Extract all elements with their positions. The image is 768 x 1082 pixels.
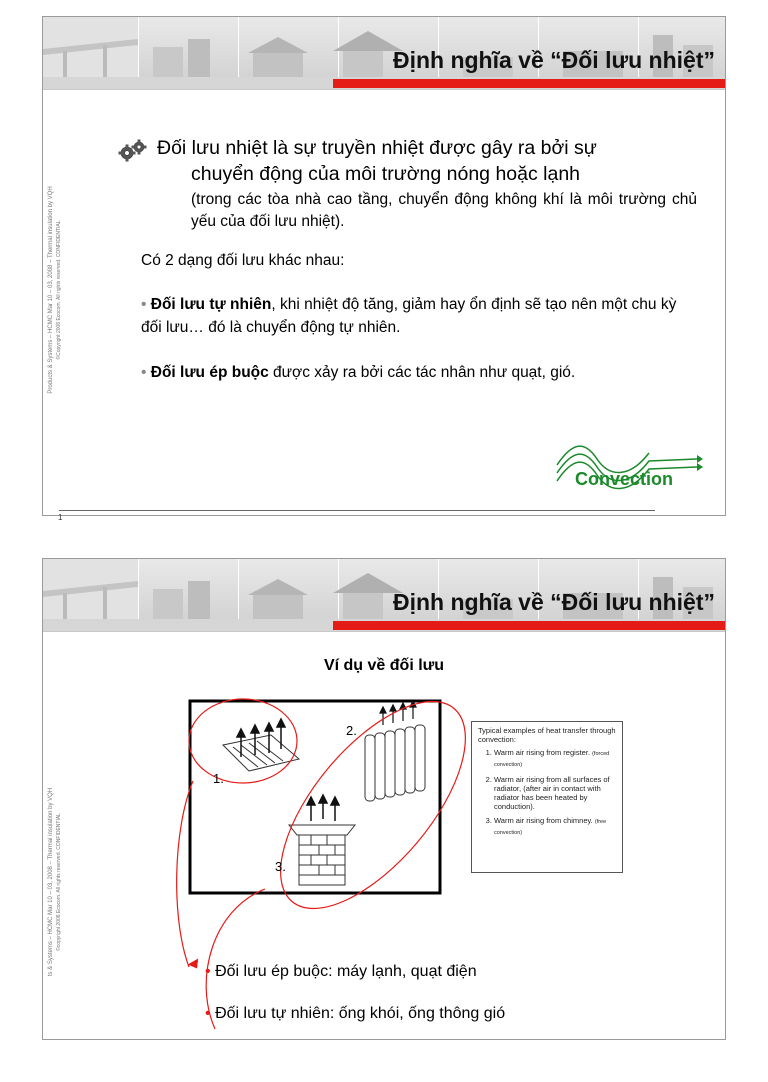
bullet-natural-examples-text: Đối lưu tự nhiên: ống khói, ống thông gió xyxy=(215,1005,506,1022)
bullet-natural-convection xyxy=(141,293,697,339)
radiator-arrows xyxy=(380,701,416,725)
bullet-forced-text: được xảy ra bởi các tác nhân như quạt, gió. xyxy=(268,364,576,381)
side-footer-text: Products & Systems – HCMC Mar 10 – 03, 2008 – Thermal insulation by VQH xyxy=(48,186,54,394)
banner-accent-bar xyxy=(333,79,725,88)
definition-line-2: chuyển động của môi trường nóng hoặc lạnh xyxy=(191,163,581,185)
legend-item-main: Warm air rising from register. xyxy=(494,748,590,757)
example-title: Ví dụ về đối lưu xyxy=(323,657,445,674)
legend-item-note: (forced convection) xyxy=(494,751,610,768)
footer-divider xyxy=(59,510,655,511)
chimney-illustration xyxy=(289,825,355,885)
definition-note: (trong các tòa nhà cao tầng, chuyển động không khí là môi trường chủ yếu của đối lưu nhiệt). xyxy=(191,191,697,230)
legend-item xyxy=(494,748,618,770)
bullet-dot: • xyxy=(205,963,211,980)
legend-item-note: (after air in contact with radiator has been heated by conduction). xyxy=(494,784,601,811)
side-footer-copyright: ©copyright 2008 Ecocom. All rights reserved. CONFIDENTIAL xyxy=(56,813,62,951)
diagram-label-2: 2. xyxy=(346,723,357,738)
side-footer-copyright: ©Copyright 2008 Ecocom. All rights reserved. CONFIDENTIAL xyxy=(56,220,62,360)
bullet-natural-examples xyxy=(205,1005,505,1023)
bullet-natural-text: , khi nhiệt độ tăng, giảm hay ổn định sẽ tạo nên một chu kỳ đối lưu… đó là chuyển động tự nhiên. xyxy=(141,296,677,336)
convection-logo-text: Convection xyxy=(575,469,674,489)
legend-item-main: Warm air rising from all surfaces of radiator, xyxy=(494,775,610,793)
side-footer-text: ts & Systems – HCMC Mar 10 – 03, 2008 – Thermal insulation by VQH xyxy=(48,787,54,977)
definition-paragraph xyxy=(157,135,697,187)
legend-list xyxy=(472,748,622,838)
legend-header: Typical examples of heat transfer through convection: xyxy=(478,726,616,744)
bullet-forced-examples xyxy=(205,963,477,981)
diagram-label-1: 1. xyxy=(213,771,224,786)
bullet-natural-term: Đối lưu tự nhiên xyxy=(150,296,272,313)
slide-title: Định nghĩa về “Đối lưu nhiệt” xyxy=(392,589,715,615)
legend-item xyxy=(494,775,618,811)
bullet-dot: • xyxy=(141,296,147,313)
chimney-arrows xyxy=(307,795,339,821)
slide-1 xyxy=(42,16,726,522)
bullet-dot: • xyxy=(205,1005,211,1022)
bullet-forced-term: Đối lưu ép buộc xyxy=(150,364,269,381)
legend-item xyxy=(494,816,618,838)
diagram-label-3: 3. xyxy=(275,859,286,874)
bullet-forced-convection xyxy=(141,361,697,384)
intro-text: Có 2 dạng đối lưu khác nhau: xyxy=(141,252,345,269)
slide-title: Định nghĩa về “Đối lưu nhiệt” xyxy=(392,47,715,73)
slide-banner xyxy=(43,17,725,89)
side-footer-note xyxy=(41,97,61,517)
banner-divider xyxy=(43,89,725,90)
bullet-dot: • xyxy=(141,364,147,381)
radiator-illustration xyxy=(365,725,425,801)
register-arrows xyxy=(237,719,285,757)
legend-item-main: Warm air rising from chimney. xyxy=(494,816,593,825)
definition-line-1: Đối lưu nhiệt là sự truyền nhiệt được gây ra bởi sự xyxy=(157,137,597,159)
bullet-forced-examples-text: Đối lưu ép buộc: máy lạnh, quạt điện xyxy=(215,963,477,980)
gears-icon xyxy=(117,138,149,164)
page-number: 1 xyxy=(58,513,63,522)
slide-2 xyxy=(42,558,726,1040)
legend-item-note: (free convection) xyxy=(494,819,607,836)
convection-legend xyxy=(471,721,623,873)
